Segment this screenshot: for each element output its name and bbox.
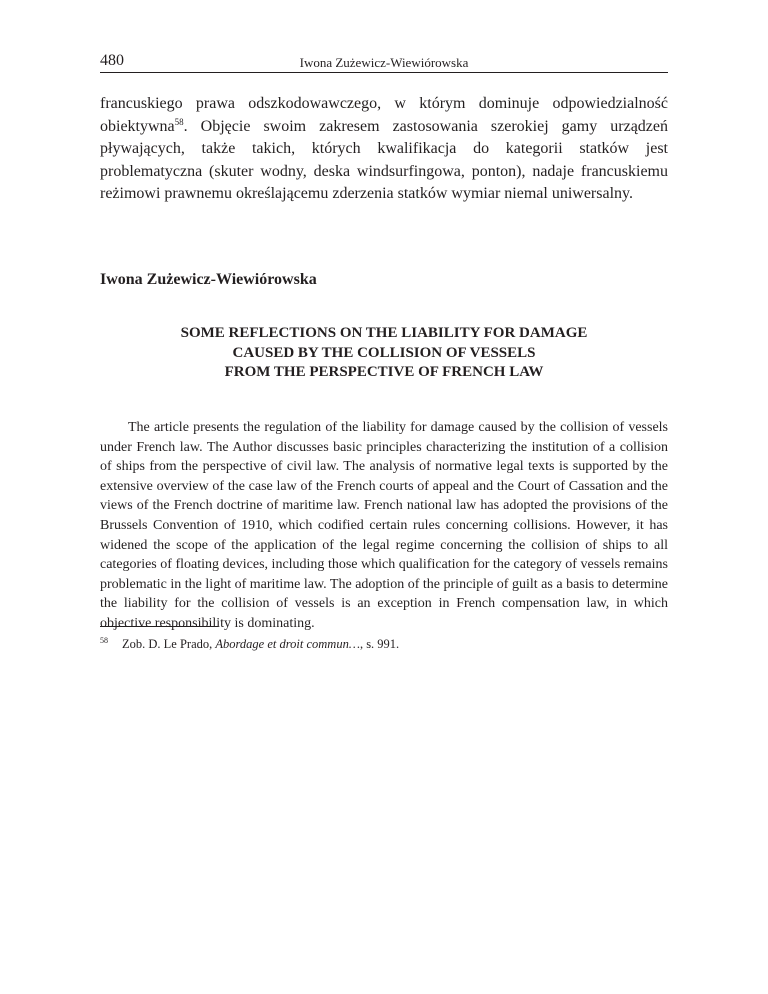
body-text-part-1: francuskiego prawa odszkodowawczego, w którym dominuje odpowiedzialność obiektywna xyxy=(100,95,668,135)
summary-abstract: The article presents the regulation of the liability for damage caused by the collision of vessels under French law. The Author discusses basic principles characterizing the institution of a collision of ships from the perspective of civil law. The analysis of normative legal texts is supported by the extensive overview of the case law of the French courts of appeal and the Court of Cassation and the views of the French doctrine of maritime law. French national law has adopted the provisions of the Brussels Convention of 1910, which codified certain rules concerning collisions. However, it has widened the scope of the application of the legal regime concerning the collision of ships to all categories of floating devices, including those which qualification for the category of vessels remains problematic in the light of maritime law. The adoption of the principle of guilt as a basis to determine the liability for the collision of vessels is an exception in French compensation law, in which objective responsibility is dominating. xyxy=(100,420,668,631)
footnote-cited-title: Abordage et droit commun… xyxy=(215,637,360,651)
footnote-text-start: Zob. D. Le Prado, xyxy=(122,637,216,651)
page-number: 480 xyxy=(100,52,124,69)
body-text-part-2: . Objęcie swoim zakresem zastosowania szerokiej gamy urządzeń pływających, także takich, których kwalifikacja do kategorii statków jest problematyczna (skuter wodny, deska windsurfingowa, ponton), nadaje francuskiemu reżimowi prawnemu określającemu zderzenia statków wymiar niemal uniwersalny. xyxy=(100,117,668,202)
summary-title xyxy=(100,324,668,383)
running-header-author: Iwona Zużewicz-Wiewiórowska xyxy=(299,55,469,70)
summary-title-line-3: FROM THE PERSPECTIVE OF FRENCH LAW xyxy=(224,364,544,380)
summary-title-line-2: CAUSED BY THE COLLISION OF VESSELS xyxy=(232,344,536,361)
summary-title-line-1: SOME REFLECTIONS ON THE LIABILITY FOR DAMAGE xyxy=(180,325,588,341)
summary-author: Iwona Zużewicz-Wiewiórowska xyxy=(100,271,317,288)
footnote-text-end: , s. 991. xyxy=(359,637,400,651)
footnote: $^{58}$ Zob. D. Le Prado, Abordage et droit commun…, s. 991. xyxy=(100,636,400,651)
body-paragraph xyxy=(100,93,668,206)
footnote-divider xyxy=(100,626,218,627)
footnote-reference[interactable]: 58 xyxy=(174,116,184,127)
running-header xyxy=(100,50,668,73)
